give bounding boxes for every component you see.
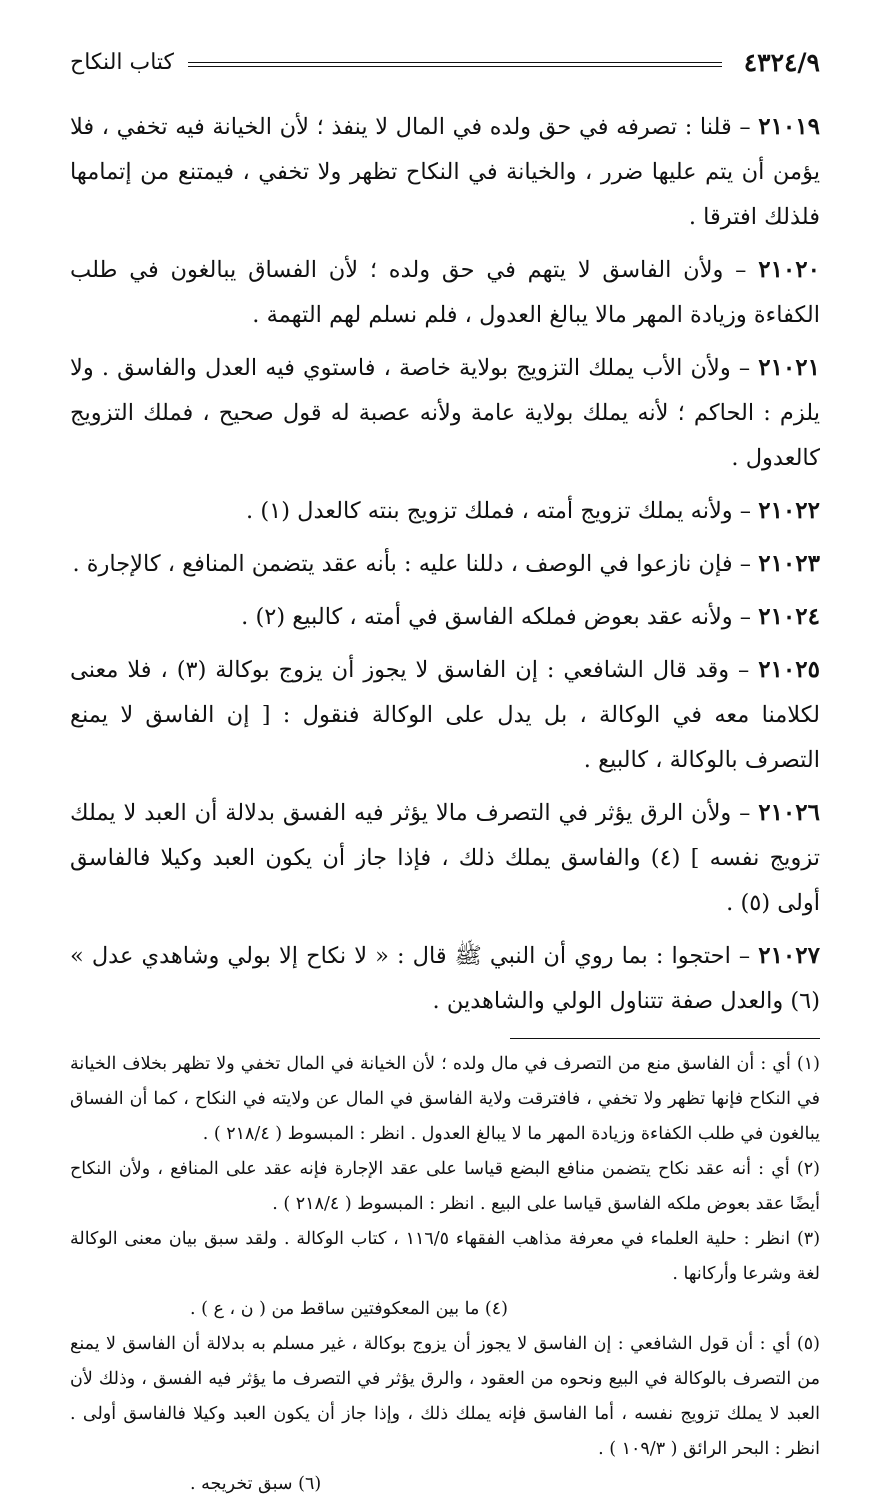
paragraph-21019 [70, 104, 820, 240]
paragraph-text: – فإن نازعوا في الوصف ، دللنا عليه : بأنه عقد يتضمن المنافع ، كالإجارة . [72, 551, 759, 577]
book-page [70, 44, 821, 1494]
paragraph-21027 [70, 933, 820, 1024]
paragraph-number: ٢١٠٢٧ [758, 942, 820, 969]
paragraph-number: ٢١٠٢١ [758, 354, 820, 381]
footnote-2: (٢) أي : أنه عقد نكاح يتضمن منافع البضع قياسا على عقد الإجارة فإنه عقد على المنافع ، ولأن النكاح أيضًا عقد بعوض ملكه الفاسق قياسا على البيع . انظر : المبسوط ( ٢١٨/٤ ) . [70, 1159, 820, 1214]
paragraph-21026 [70, 790, 820, 926]
paragraph-text: – ولأن الأب يملك التزويج بولاية خاصة ، فاستوي فيه العدل والفاسق . ولا يلزم : الحاكم ؛ لأنه يملك بولاية عامة ولأنه عصبة له قول صحيح ، فملك التزويج كالعدول . [70, 355, 820, 471]
paragraph-text: – احتجوا : بما روي أن النبي ﷺ قال : « لا نكاح إلا بولي وشاهدي عدل » (٦) والعدل صفة تتناول الولي والشاهدين . [70, 943, 820, 1014]
running-header [70, 44, 820, 84]
paragraph-text: – ولأن الرق يؤثر في التصرف مالا يؤثر فيه الفسق بدلالة أن العبد لا يملك تزويج نفسه ] (٤) والفاسق يملك ذلك ، فإذا جاز أن يكون العبد وكيلا فالفاسق أولى (٥) . [70, 800, 820, 916]
footnote-row-4 [70, 1292, 820, 1327]
footnote-separator [510, 1038, 820, 1039]
paragraph-21023 [70, 541, 820, 587]
footnote-3: (٣) انظر : حلية العلماء في معرفة مذاهب الفقهاء ١١٦/٥ ، كتاب الوكالة . ولقد سبق بيان معنى الوكالة لغة وشرعا وأركانها . [70, 1229, 821, 1284]
paragraph-text: – ولأنه يملك تزويج أمته ، فملك تزويج بنته كالعدل (١) . [246, 498, 759, 524]
footnote-4: (٤) ما بين المعكوفتين ساقط من ( ن ، ع ) . [190, 1299, 508, 1319]
paragraph-number: ٢١٠٢٢ [758, 497, 820, 524]
footnotes [70, 1047, 820, 1502]
paragraph-text: – ولأن الفاسق لا يتهم في حق ولده ؛ لأن الفساق يبالغون في طلب الكفاءة وزيادة المهر مالا يبالغ العدول ، فلم نسلم لهم التهمة . [70, 257, 820, 328]
paragraph-number: ٢١٠١٩ [758, 113, 820, 140]
page-number: ٤٣٢٤/٩ [743, 48, 820, 77]
paragraph-text: – وقد قال الشافعي : إن الفاسق لا يجوز أن يزوج بوكالة (٣) ، فلا معنى لكلامنا معه في الوكالة ، بل يدل على الوكالة فنقول : [ إن الفاسق لا يمنع التصرف بالوكالة ، كالبيع . [70, 657, 820, 773]
paragraph-number: ٢١٠٢٥ [758, 656, 820, 683]
paragraph-number: ٢١٠٢٦ [758, 799, 820, 826]
footnote-5: (٥) أي : أن قول الشافعي : إن الفاسق لا يجوز أن يزوج بوكالة ، غير مسلم به بدلالة أن الفاسق لا يمنع من التصرف بالوكالة في البيع ونحوه من العقود ، والرق يؤثر في التصرف ما يؤثر فيه الفسق ، وذلك لأن العبد لا يملك تزويج نفسه ، أما الفاسق فإنه يملك ذلك ، وإذا جاز أن يكون العبد وكيلا فالفاسق أولى . انظر : البحر الرائق ( ١٠٩/٣ ) . [70, 1334, 820, 1459]
paragraph-21022 [70, 488, 820, 534]
main-text [70, 104, 820, 1024]
header-rule [188, 62, 722, 63]
footnote-1: (١) أي : أن الفاسق منع من التصرف في مال ولده ؛ لأن الخيانة في المال تخفي ولا تظهر بخلاف الخيانة في النكاح فإنها تظهر ولا تخفي ، فافترقت ولاية الفاسق في المال عن ولايته في النكاح ، كما أن الفساق يبالغون في طلب الكفاءة وزيادة المهر ما لا يبالغ العدول . انظر : المبسوط ( ٢١٨/٤ ) . [70, 1054, 820, 1144]
paragraph-number: ٢١٠٢٣ [758, 550, 820, 577]
paragraph-number: ٢١٠٢٠ [758, 256, 820, 283]
paragraph-21020 [70, 247, 820, 338]
paragraph-text: – ولأنه عقد بعوض فملكه الفاسق في أمته ، كالبيع (٢) . [241, 604, 759, 630]
paragraph-text: – قلنا : تصرفه في حق ولده في المال لا ينفذ ؛ لأن الخيانة فيه تخفي ، فلا يؤمن أن يتم عليها ضرر ، والخيانة في النكاح تظهر ولا تخفي ، فيمتنع من إتمامها فلذلك افترقا . [70, 114, 820, 230]
paragraph-number: ٢١٠٢٤ [758, 603, 820, 630]
paragraph-21025 [70, 647, 820, 783]
book-title: كتاب النكاح [70, 50, 175, 75]
footnote-row-6 [70, 1467, 820, 1502]
paragraph-21021 [70, 345, 820, 481]
paragraph-21024 [70, 594, 820, 640]
footnote-6: (٦) سبق تخريجه . [190, 1474, 322, 1494]
